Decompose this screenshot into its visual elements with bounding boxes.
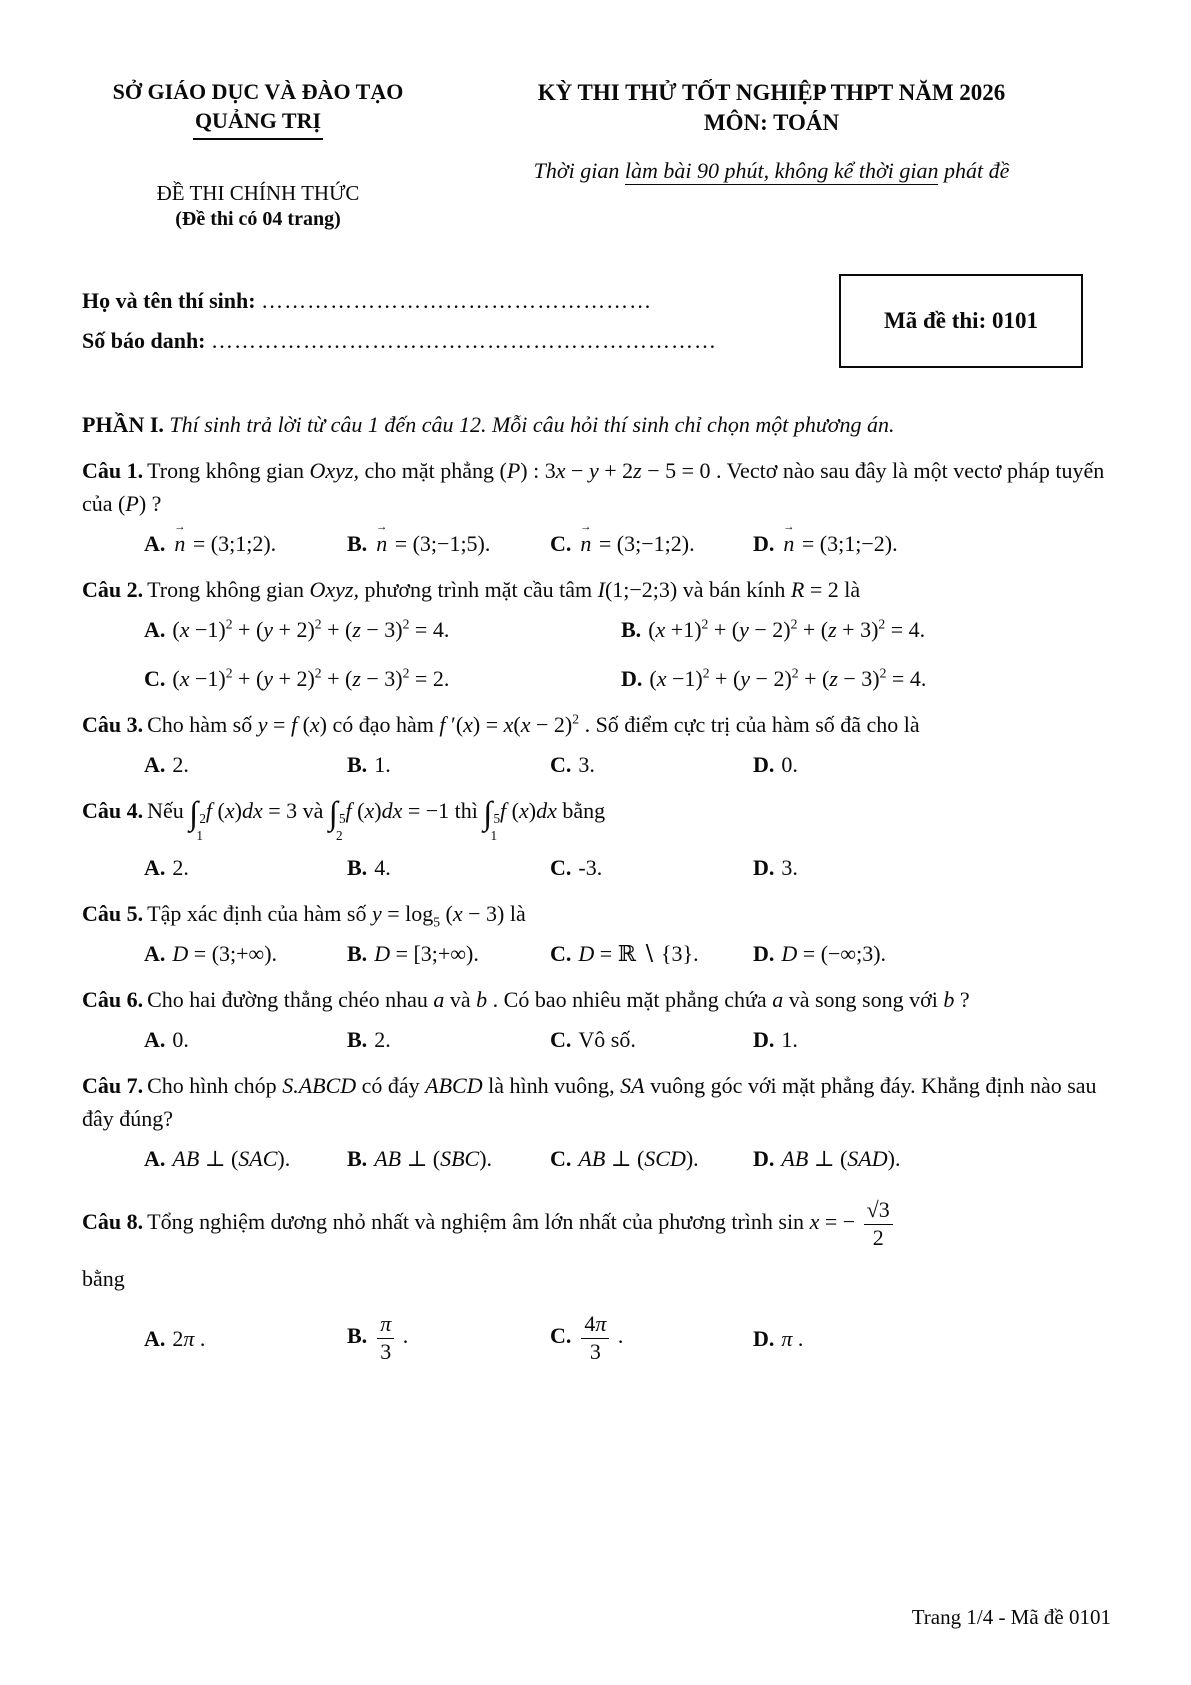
question-5-option-c	[550, 937, 753, 970]
question-4-options	[82, 851, 1109, 884]
question-4-option-a	[144, 851, 347, 884]
candidate-fields	[82, 281, 839, 362]
question-6-option-b	[347, 1023, 550, 1056]
option-text: 3.	[578, 752, 595, 778]
part1-title: PHẦN I.	[82, 412, 164, 438]
question-1-label: Câu 1.	[82, 458, 144, 484]
question-2-options	[82, 613, 1109, 695]
page-footer: Trang 1/4 - Mã đề 0101	[911, 1604, 1111, 1629]
question-4	[82, 794, 1109, 884]
question-3-option-a	[144, 748, 347, 781]
question-1-option-d	[753, 527, 1109, 560]
option-text: $(x +1)^2 + (y - 2)^2 + (z + 3)^2 = 4$.	[648, 617, 926, 643]
option-label: B.	[621, 617, 642, 643]
question-2-option-c	[144, 662, 621, 695]
question-2-text	[82, 573, 1109, 606]
question-8-body: Tổng nghiệm dương nhỏ nhất và nghiệm âm lớn nhất của phương trình sin x = − $\frac{√3}{2}$	[147, 1209, 896, 1234]
option-label: B.	[347, 855, 368, 881]
option-text: $\frac{4\pi}{3}$ .	[578, 1323, 623, 1348]
page-count-note: (Đề thi có 04 trang)	[175, 208, 341, 231]
question-4-body: Nếu ∫ 2 1 f (x)dx = 3 và ∫ 5 2 f (x)dx = −1 thì ∫ 5 1 f (x)dx bằng	[147, 796, 606, 843]
question-6-label: Câu 6.	[82, 987, 144, 1013]
option-text: 1.	[781, 1027, 798, 1053]
option-label: A.	[144, 617, 166, 643]
question-8-options	[82, 1311, 1109, 1366]
header-left-block	[82, 78, 434, 232]
option-text: AB ⊥ (SBC).	[374, 1146, 493, 1172]
question-1-body: Trong không gian Oxyz, cho mặt phẳng (P) : 3x − y + 2z − 5 = 0 . Vectơ nào sau đây là một vectơ pháp tuyến của (P) ?	[82, 458, 1105, 517]
option-text: 0.	[781, 752, 798, 778]
question-7-options	[82, 1142, 1109, 1175]
option-label: A.	[144, 1027, 166, 1053]
question-1-option-c	[550, 527, 753, 560]
question-3-body: Cho hàm số y = f (x) có đạo hàm f $'(x) = x(x - 2)^2$ . Số điểm cực trị của hàm số đã cho là	[147, 712, 920, 738]
question-6-options	[82, 1023, 1109, 1056]
candidate-name-blank: ……………………………………………	[261, 287, 653, 313]
exam-title: KỲ THI THỬ TỐT NGHIỆP THPT NĂM 2026	[537, 80, 1006, 105]
exam-code-box	[839, 274, 1083, 368]
option-text: AB ⊥ (SAD).	[781, 1146, 901, 1172]
question-6-body: Cho hai đường thẳng chéo nhau a và b . Có bao nhiêu mặt phẳng chứa a và song song với b ?	[147, 987, 970, 1013]
option-label: C.	[550, 1323, 572, 1349]
option-label: D.	[753, 1027, 775, 1053]
question-7	[82, 1069, 1109, 1175]
question-8-option-a	[144, 1322, 347, 1355]
question-4-option-c	[550, 851, 753, 884]
option-label: D.	[621, 666, 643, 692]
option-label: D.	[753, 1146, 775, 1172]
option-label: D.	[753, 941, 775, 967]
part1-heading	[82, 408, 1109, 441]
question-5-option-d	[753, 937, 1109, 970]
option-label: C.	[550, 855, 572, 881]
issuing-org-line1: SỞ GIÁO DỤC VÀ ĐÀO TẠO	[112, 79, 404, 104]
option-text: 1.	[374, 752, 391, 778]
question-5-text	[82, 897, 1109, 930]
option-text: $(x -1)^2 + (y + 2)^2 + (z - 3)^2 = 2$.	[172, 666, 450, 692]
option-label: B.	[347, 1027, 368, 1053]
option-text: 2.	[172, 855, 189, 881]
option-text: D = (−∞;3).	[781, 941, 887, 967]
option-label: C.	[550, 1027, 572, 1053]
question-5-option-b	[347, 937, 550, 970]
question-5-option-a	[144, 937, 347, 970]
page-header	[82, 78, 1109, 232]
question-6-option-d	[753, 1023, 1109, 1056]
question-5-options	[82, 937, 1109, 970]
option-text: D = [3;+∞).	[374, 941, 479, 967]
option-label: A.	[144, 531, 166, 557]
question-8-option-c	[550, 1311, 753, 1366]
option-text: 2.	[374, 1027, 391, 1053]
option-text: 0.	[172, 1027, 189, 1053]
option-text: 4.	[374, 855, 391, 881]
option-text: AB ⊥ (SAC).	[172, 1146, 291, 1172]
duration-suffix: phát đề	[938, 157, 1010, 183]
question-2-option-a	[144, 613, 621, 646]
question-8-label: Câu 8.	[82, 1209, 144, 1235]
question-4-label: Câu 4.	[82, 798, 144, 824]
issuing-org-line2	[82, 107, 434, 141]
question-3-text	[82, 708, 1109, 741]
option-label: A.	[144, 855, 166, 881]
option-text: → n = (3;−1;2).	[578, 531, 694, 556]
option-text: → n = (3;1;2).	[172, 531, 276, 556]
option-label: B.	[347, 531, 368, 557]
option-text: AB ⊥ (SCD).	[578, 1146, 699, 1172]
candidate-id-blank: …………………………………………………………	[211, 328, 718, 354]
question-4-option-b	[347, 851, 550, 884]
question-3	[82, 708, 1109, 781]
question-2-option-d	[621, 662, 1109, 695]
part1-instruction: Thí sinh trả lời từ câu 1 đến câu 12. Mỗi câu hỏi thí sinh chỉ chọn một phương án.	[169, 412, 895, 438]
exam-duration	[434, 154, 1109, 187]
official-exam-label: ĐỀ THI CHÍNH THỨC	[156, 181, 360, 206]
option-label: A.	[144, 1146, 166, 1172]
exam-subject: MÔN: TOÁN	[703, 109, 840, 135]
question-6-option-c	[550, 1023, 753, 1056]
question-2	[82, 573, 1109, 695]
question-5-label: Câu 5.	[82, 901, 144, 927]
question-2-option-b	[621, 613, 1109, 646]
question-7-option-c	[550, 1142, 753, 1175]
question-1-text	[82, 454, 1109, 520]
option-text: D = (3;+∞).	[172, 941, 278, 967]
option-label: D.	[753, 1325, 775, 1351]
option-label: C.	[144, 666, 166, 692]
question-8-text	[82, 1197, 1109, 1252]
candidate-name-label: Họ và tên thí sinh:	[82, 287, 256, 313]
option-text: 3.	[781, 855, 798, 881]
question-3-option-c	[550, 748, 753, 781]
question-6-text	[82, 983, 1109, 1016]
option-label: B.	[347, 941, 368, 967]
option-label: D.	[753, 531, 775, 557]
option-label: C.	[550, 531, 572, 557]
question-3-label: Câu 3.	[82, 712, 144, 738]
question-8	[82, 1197, 1109, 1366]
question-3-option-d	[753, 748, 1109, 781]
option-text: 2π .	[172, 1325, 206, 1351]
candidate-id-label: Số báo danh:	[82, 328, 206, 354]
duration-underlined: làm bài 90 phút, không kể thời gian	[624, 157, 939, 183]
option-label: D.	[753, 855, 775, 881]
exam-code-text: Mã đề thi: 0101	[884, 308, 1038, 334]
question-8-option-b	[347, 1311, 550, 1366]
question-7-option-b	[347, 1142, 550, 1175]
question-1-option-a	[144, 527, 347, 560]
question-6	[82, 983, 1109, 1056]
question-7-option-d	[753, 1142, 1109, 1175]
option-text: Vô số.	[578, 1027, 636, 1053]
question-8-body-cont: bằng	[82, 1265, 125, 1291]
option-text: $(x -1)^2 + (y + 2)^2 + (z - 3)^2 = 4$.	[172, 617, 450, 643]
question-7-label: Câu 7.	[82, 1073, 144, 1099]
question-5	[82, 897, 1109, 970]
question-1-option-b	[347, 527, 550, 560]
question-1-options	[82, 527, 1109, 560]
option-label: D.	[753, 752, 775, 778]
option-label: C.	[550, 941, 572, 967]
candidate-id-line	[82, 321, 839, 362]
option-text: $(x -1)^2 + (y - 2)^2 + (z - 3)^2 = 4$.	[649, 666, 927, 692]
candidate-info-section	[82, 274, 1109, 368]
question-5-body: Tập xác định của hàm số $y = \log_5 (x - 3)$ là	[147, 901, 526, 930]
issuing-org-province: QUẢNG TRỊ	[193, 107, 323, 141]
option-label: B.	[347, 1146, 368, 1172]
header-right-block	[434, 78, 1109, 187]
question-3-option-b	[347, 748, 550, 781]
question-6-option-a	[144, 1023, 347, 1056]
option-text: → n = (3;−1;5).	[374, 531, 490, 556]
question-4-option-d	[753, 851, 1109, 884]
option-text: 2.	[172, 752, 189, 778]
question-4-text	[82, 794, 1109, 844]
question-7-text	[82, 1069, 1109, 1135]
duration-prefix: Thời gian	[533, 157, 625, 183]
option-text: D = ℝ ∖ {3}.	[578, 941, 699, 967]
option-text: $\frac{\pi}{3}$ .	[374, 1323, 408, 1348]
option-label: A.	[144, 941, 166, 967]
option-text: π .	[781, 1325, 804, 1351]
question-2-body: Trong không gian Oxyz, phương trình mặt cầu tâm I(1;−2;3) và bán kính R = 2 là	[147, 577, 861, 603]
option-label: A.	[144, 1325, 166, 1351]
question-7-option-a	[144, 1142, 347, 1175]
question-7-body: Cho hình chóp S.ABCD có đáy ABCD là hình vuông, SA vuông góc với mặt phẳng đáy. Khẳng định nào sau đây đúng?	[82, 1073, 1097, 1132]
option-label: A.	[144, 752, 166, 778]
option-text: → n = (3;1;−2).	[781, 531, 897, 556]
option-label: C.	[550, 1146, 572, 1172]
question-3-options	[82, 748, 1109, 781]
candidate-name-line	[82, 281, 839, 322]
option-text: -3.	[578, 855, 603, 881]
question-8-option-d	[753, 1322, 1109, 1355]
question-1	[82, 454, 1109, 560]
option-label: C.	[550, 752, 572, 778]
option-label: B.	[347, 752, 368, 778]
question-2-label: Câu 2.	[82, 577, 144, 603]
option-label: B.	[347, 1323, 368, 1349]
